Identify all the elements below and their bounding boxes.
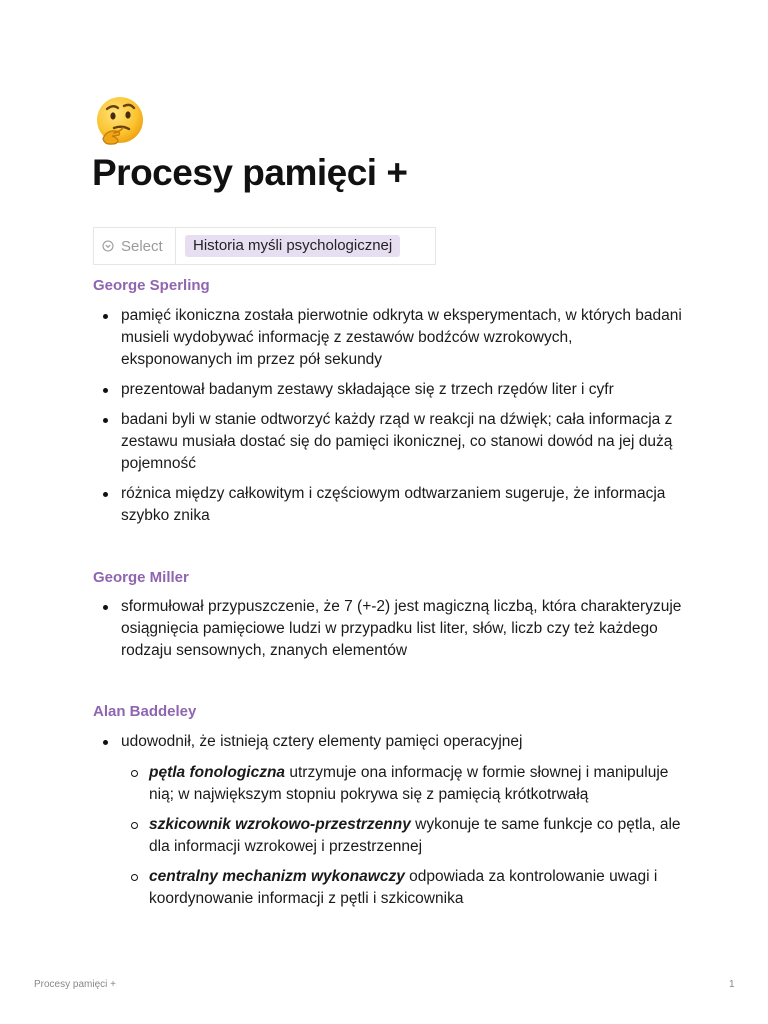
term: szkicownik wzrokowo-przestrzenny xyxy=(149,816,411,833)
sub-list-item xyxy=(121,866,683,910)
term-description: odpowiada za kontrolowanie uwagi i koordynowanie informacji z pętli i szkicownika xyxy=(149,868,658,907)
page-title: Procesy pamięci + xyxy=(92,152,408,193)
term-description: wykonuje te same funkcje co pętla, ale dla informacji wzrokowej i przestrzennej xyxy=(149,816,681,855)
list-item xyxy=(93,731,683,910)
select-tag[interactable]: Historia myśli psychologicznej xyxy=(185,235,400,257)
section-heading-miller: George Miller xyxy=(93,569,189,586)
section-heading-baddeley: Alan Baddeley xyxy=(93,703,197,720)
property-value[interactable] xyxy=(176,228,400,264)
list-item: badani byli w stanie odtworzyć każdy rząd w reakcji na dźwięk; cała informacja z zestawu musiała dostać się do pamięci ikonicznej, co stanowi dowód na jej dużą pojemność xyxy=(93,409,683,475)
list-item-text: udowodnił, że istnieją cztery elementy pamięci operacyjnej xyxy=(121,733,523,750)
list-item: różnica między całkowitym i częściowym odtwarzaniem sugeruje, że informacja szybko znika xyxy=(93,483,683,527)
sub-list-item xyxy=(121,814,683,858)
term: centralny mechanizm wykonawczy xyxy=(149,868,405,885)
term: pętla fonologiczna xyxy=(149,764,286,781)
sub-list xyxy=(121,762,683,910)
list-item: pamięć ikoniczna została pierwotnie odkryta w eksperymentach, w których badani musieli wydobywać informację z zestawów bodźców wzrokowych, eksponowanych im przez pół sekundy xyxy=(93,305,683,371)
footer-title: Procesy pamięci + xyxy=(34,979,116,990)
property-label-text: Select xyxy=(121,237,163,255)
property-row[interactable] xyxy=(93,227,436,265)
sub-list-item xyxy=(121,762,683,806)
list-item: prezentował badanym zestawy składające się z trzech rzędów liter i cyfr xyxy=(93,379,683,401)
thinking-face-icon xyxy=(93,95,147,149)
bullet-list-baddeley xyxy=(93,731,683,918)
bullet-list-sperling xyxy=(93,305,683,535)
term-description: utrzymuje ona informację w formie słownej i manipuluje nią; w największym stopniu pokrywa się z pamięcią krótkotrwałą xyxy=(149,764,669,803)
section-heading-sperling: George Sperling xyxy=(93,277,210,294)
bullet-list-miller xyxy=(93,596,683,670)
property-label[interactable] xyxy=(94,228,176,264)
footer-page-number: 1 xyxy=(729,979,735,990)
select-icon xyxy=(102,240,114,252)
list-item: sformułował przypuszczenie, że 7 (+-2) jest magiczną liczbą, która charakteryzuje osiągnięcia pamięciowe ludzi w przypadku list liter, słów, liczb czy też każdego rodzaju sensownych, znanych elementów xyxy=(93,596,683,662)
